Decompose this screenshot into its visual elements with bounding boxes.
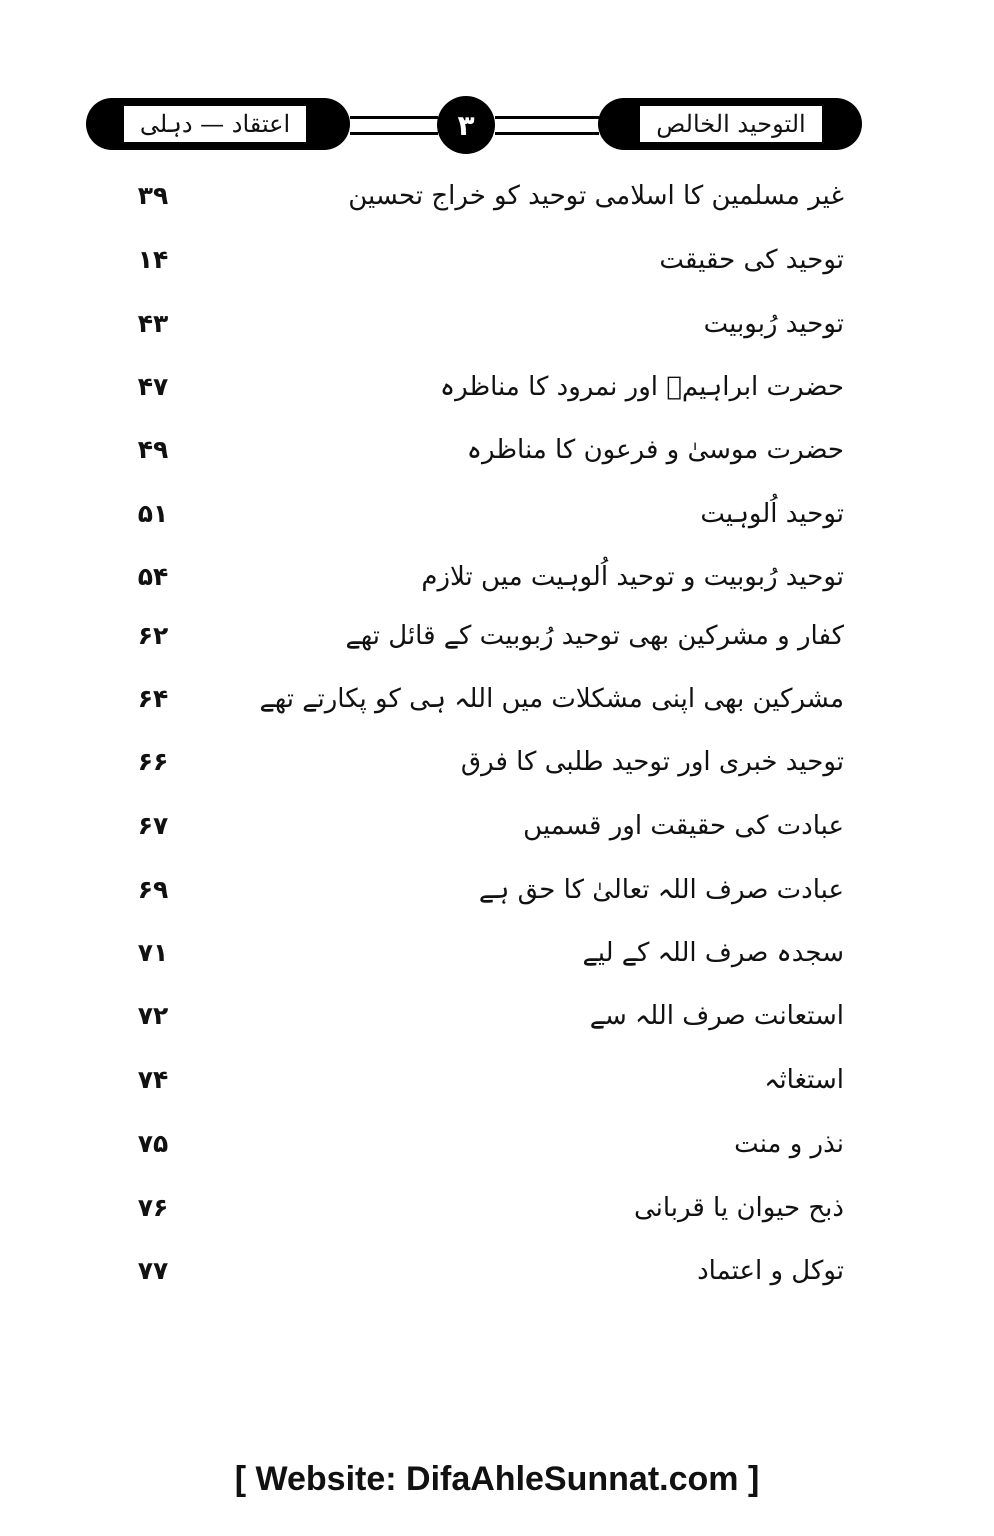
- toc-page-number: ۷۲: [137, 1001, 169, 1030]
- header-left-pill: [86, 98, 350, 150]
- toc-title: استعانت صرف اللہ سے: [589, 1001, 844, 1031]
- toc-row: [0, 240, 994, 280]
- toc-title: استغاثہ: [764, 1065, 844, 1095]
- toc-row: [0, 933, 994, 973]
- toc-title: حضرت ابراہیمؑ اور نمرود کا مناظرہ: [439, 372, 844, 402]
- toc-page-number: ۶۴: [137, 684, 169, 713]
- toc-row: [0, 806, 994, 846]
- toc-page-number: ۷۷: [137, 1256, 169, 1285]
- toc-page-number: ۵۴: [137, 562, 169, 591]
- toc-page-number: ۵۱: [137, 499, 169, 528]
- toc-page-number: ۴۳: [137, 309, 169, 338]
- toc-page-number: ۶۲: [137, 621, 169, 650]
- toc-title: حضرت موسیٰ و فرعون کا مناظرہ: [466, 435, 844, 465]
- toc-row: [0, 679, 994, 719]
- toc-page-number: ۶۹: [137, 875, 169, 904]
- toc-page-number: ۴۹: [137, 435, 169, 464]
- toc-title: مشرکین بھی اپنی مشکلات میں اللہ ہی کو پکارتے تھے: [259, 684, 844, 714]
- toc-row: [0, 742, 994, 782]
- toc-title: نذر و منت: [734, 1129, 844, 1159]
- toc-title: سجدہ صرف اللہ کے لیے: [582, 938, 844, 968]
- toc-row: [0, 1124, 994, 1164]
- toc-row: [0, 430, 994, 470]
- toc-row: [0, 494, 994, 534]
- header-rule-left-bottom: [350, 132, 438, 135]
- toc-page-number: ۴۷: [137, 372, 169, 401]
- toc-title: توحید کی حقیقت: [659, 245, 844, 275]
- toc-page-number: ۳۹: [137, 181, 169, 210]
- toc-title: غیر مسلمین کا اسلامی توحید کو خراج تحسین: [348, 181, 844, 211]
- toc-title: ذبح حیوان یا قربانی: [633, 1193, 844, 1223]
- toc-title: توحید خبری اور توحید طلبی کا فرق: [460, 747, 844, 777]
- page-header: [0, 0, 994, 160]
- header-rule-right-top: [495, 116, 599, 119]
- header-rule-right-bottom: [495, 132, 599, 135]
- header-left-label: اعتقاد — دہلی: [122, 104, 308, 144]
- toc-page-number: ۶۷: [137, 811, 169, 840]
- header-right-pill: [598, 98, 862, 150]
- toc-title: توحید اُلوہیت: [700, 499, 844, 529]
- header-page-number: ۳: [437, 96, 495, 154]
- toc-page-number: ۱۴: [137, 245, 169, 274]
- toc-row: [0, 367, 994, 407]
- website-footer: [ Website: DifaAhleSunnat.com ]: [234, 1460, 760, 1498]
- header-right-label: التوحید الخالص: [638, 104, 824, 144]
- toc-page-number: ۶۶: [137, 747, 169, 776]
- toc-row: [0, 176, 994, 216]
- toc-row: [0, 616, 994, 656]
- toc-title: کفار و مشرکین بھی توحید رُبوبیت کے قائل تھے: [345, 621, 844, 651]
- toc-row: [0, 1188, 994, 1228]
- toc-row: [0, 1251, 994, 1291]
- toc-page-number: ۷۵: [137, 1129, 169, 1158]
- toc-title: توحید رُبوبیت و توحید اُلوہیت میں تلازم: [421, 562, 844, 592]
- toc-row: [0, 557, 994, 597]
- toc-row: [0, 870, 994, 910]
- toc-title: توحید رُبوبیت: [703, 309, 844, 339]
- toc-page-number: ۷۱: [137, 938, 169, 967]
- toc-row: [0, 304, 994, 344]
- toc-title: عبادت صرف اللہ تعالیٰ کا حق ہے: [478, 875, 844, 905]
- header-rule-left-top: [350, 116, 438, 119]
- toc-page-number: ۷۴: [137, 1065, 169, 1094]
- toc-row: [0, 996, 994, 1036]
- toc-page-number: ۷۶: [137, 1193, 169, 1222]
- toc-title: توکل و اعتماد: [697, 1256, 844, 1286]
- toc-title: عبادت کی حقیقت اور قسمیں: [523, 811, 844, 841]
- toc-row: [0, 1060, 994, 1100]
